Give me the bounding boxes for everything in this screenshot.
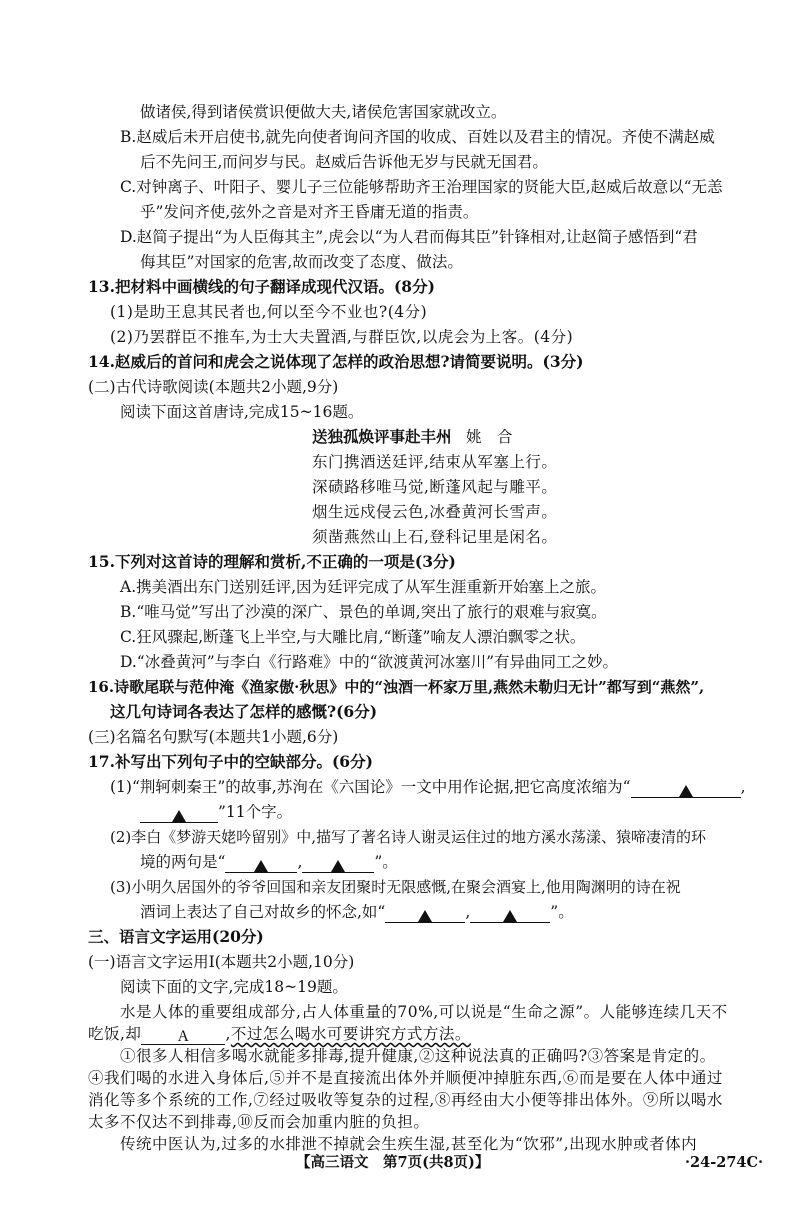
q13-stem: 13.把材料中画横线的句子翻译成现代汉语。(8分) bbox=[88, 277, 435, 296]
triangle-placeholder-icon bbox=[418, 910, 432, 922]
q17-item-1-text: (1)“荆轲刺秦王”的故事,苏洵在《六国论》一文中用作论据,把它高度浓缩为“ bbox=[110, 778, 631, 796]
section-3-heading: 三、语言文字运用(20分) bbox=[88, 927, 264, 946]
answer-blank[interactable] bbox=[470, 904, 550, 923]
q15-option-c: C.狂风骤起,断蓬飞上半空,与大雕比肩,“断蓬”喻友人漂泊飘零之状。 bbox=[120, 628, 586, 646]
poem-line-3: 烟生远戍侵云色,冰叠黄河长雪声。 bbox=[312, 503, 558, 521]
answer-blank[interactable] bbox=[140, 804, 218, 823]
section-3-1-heading: (一)语言文字运用Ⅰ(本题共2小题,10分) bbox=[88, 953, 355, 971]
q17-item-2-text: 境的两句是“ bbox=[140, 853, 226, 871]
q15-option-d: D.“冰叠黄河”与李白《行路难》中的“欲渡黄河冰塞川”有异曲同工之妙。 bbox=[120, 653, 619, 671]
q17-stem: 17.补写出下列句子中的空缺部分。(6分) bbox=[88, 752, 373, 771]
answer-blank[interactable] bbox=[225, 854, 297, 873]
triangle-placeholder-icon bbox=[331, 860, 345, 872]
passage-intro: 阅读下面的文字,完成18~19题。 bbox=[120, 978, 348, 996]
passage-p2-line4: 太多不仅达不到排毒,⑩反而会加重内脏的负担。 bbox=[88, 1113, 430, 1131]
q17-item-2-line1: (2)李白《梦游天姥吟留别》中,描写了著名诗人谢灵运住过的地方溪水荡漾、猿啼凄清的环 bbox=[110, 828, 707, 846]
q12-option-d-line2: 侮其臣”对国家的危害,故而改变了态度、做法。 bbox=[140, 253, 463, 271]
q17-item-1-line1 bbox=[110, 776, 746, 798]
q17-item-2-tail: ”。 bbox=[374, 853, 398, 871]
q14-stem: 14.赵威后的首问和虎会之说体现了怎样的政治思想?请简要说明。(3分) bbox=[88, 352, 584, 371]
section-poetry-heading: (二)古代诗歌阅读(本题共2小题,9分) bbox=[88, 378, 339, 396]
q17-comma: , bbox=[465, 903, 471, 921]
passage-p2-line2: ④我们喝的水进入身体后,⑤并不是直接流出体外并顺便冲掉脏东西,⑥而是要在人体中通过 bbox=[88, 1069, 723, 1087]
blank-a[interactable]: A bbox=[141, 1026, 225, 1045]
q17-item-2-line2 bbox=[140, 851, 398, 873]
passage-p1-comma: , bbox=[225, 1025, 231, 1043]
q15-stem: 15.下列对这首诗的理解和赏析,不正确的一项是(3分) bbox=[88, 552, 456, 571]
q17-comma: , bbox=[740, 778, 746, 796]
poem-line-4: 须凿燕然山上石,登科记里是闲名。 bbox=[312, 528, 558, 546]
answer-blank[interactable] bbox=[631, 779, 741, 798]
answer-blank[interactable] bbox=[385, 904, 465, 923]
q12-option-b-line1: B.赵威后未开启使书,就先向使者询问齐国的收成、百姓以及君主的情况。齐使不满赵威 bbox=[120, 128, 715, 146]
poem-intro: 阅读下面这首唐诗,完成15~16题。 bbox=[120, 403, 364, 421]
poem-title: 送独孤焕评事赴丰州 bbox=[312, 427, 452, 446]
passage-p1-pre: 吃饭,却 bbox=[88, 1025, 142, 1043]
section-mingju-heading: (三)名篇名句默写(本题共1小题,6分) bbox=[88, 728, 339, 746]
poem-author: 姚 合 bbox=[466, 428, 513, 446]
q12-option-c-line2: 乎”发问齐使,弦外之音是对齐王昏庸无道的指责。 bbox=[140, 203, 479, 221]
passage-p2-line1: ①很多人相信多喝水就能多排毒,提升健康,②这种说法真的正确吗?③答案是肯定的。 bbox=[120, 1047, 716, 1065]
footer-code: ·24-274C· bbox=[685, 1154, 764, 1171]
q12-option-c-line1: C.对钟离子、叶阳子、婴儿子三位能够帮助齐王治理国家的贤能大臣,赵威后故意以“无恙 bbox=[120, 178, 723, 196]
footer-page-info: 【高三语文 第7页(共8页)】 bbox=[296, 1154, 490, 1171]
passage-p2-line3: 消化等多个系统的工作,⑦经过吸收等复杂的过程,⑧再经由大小便等排出体外。⑨所以喝水 bbox=[88, 1091, 723, 1109]
passage-p1-line2 bbox=[88, 1023, 471, 1045]
q17-item-1-tail: ”11个字。 bbox=[218, 803, 293, 821]
triangle-placeholder-icon bbox=[254, 860, 268, 872]
q16-stem-line1: 16.诗歌尾联与范仲淹《渔家傲·秋思》中的“浊酒一杯家万里,燕然未勒归无计”都写到“燕然”, bbox=[88, 678, 705, 696]
poem-line-1: 东门携酒送廷评,结束从军塞上行。 bbox=[312, 453, 558, 471]
passage-p3: 传统中医认为,过多的水排泄不掉就会生疾生湿,甚至化为“饮邪”,出现水肿或者体内 bbox=[120, 1135, 698, 1153]
q15-option-a: A.携美酒出东门送别廷评,因为廷评完成了从军生涯重新开始塞上之旅。 bbox=[120, 578, 607, 596]
answer-blank[interactable] bbox=[302, 854, 374, 873]
poem-line-2: 深碛路移唯马觉,断蓬风起与雕平。 bbox=[312, 478, 558, 496]
q17-item-3-line2 bbox=[140, 901, 574, 923]
q17-item-1-line2 bbox=[140, 801, 292, 823]
q17-item-3-line1: (3)小明久居国外的爷爷回国和亲友团聚时无限感慨,在聚会酒宴上,他用陶渊明的诗在祝 bbox=[110, 878, 681, 896]
q17-item-3-tail: ”。 bbox=[550, 903, 574, 921]
passage-wavy-sentence: 不过怎么喝水可要讲究方式方法。 bbox=[230, 1025, 471, 1043]
triangle-placeholder-icon bbox=[679, 785, 693, 797]
q13-sentence-2: (2)乃罢群臣不推车,为士大夫置酒,与群臣饮,以虎会为上客。(4分) bbox=[110, 328, 574, 346]
q17-comma: , bbox=[297, 853, 303, 871]
q12-option-a-cont: 做诸侯,得到诸侯赏识便做大夫,诸侯危害国家就改立。 bbox=[140, 103, 507, 121]
q12-option-d-line1: D.赵简子提出“为人臣侮其主”,虎会以“为人君而侮其臣”针锋相对,让赵简子感悟到“君 bbox=[120, 228, 698, 246]
triangle-placeholder-icon bbox=[172, 810, 186, 822]
q12-option-b-line2: 后不先问王,而问岁与民。赵威后告诉他无岁与民就无国君。 bbox=[140, 153, 548, 171]
q15-option-b: B.“唯马觉”写出了沙漠的深广、景色的单调,突出了旅行的艰难与寂寞。 bbox=[120, 603, 607, 621]
triangle-placeholder-icon bbox=[503, 910, 517, 922]
q17-item-3-text: 酒词上表达了自己对故乡的怀念,如“ bbox=[140, 903, 386, 921]
passage-p1-line1: 水是人体的重要组成部分,占人体重量的70%,可以说是“生命之源”。人能够连续几天不 bbox=[120, 1003, 728, 1021]
q13-sentence-1: (1)是助王息其民者也,何以至今不业也?(4分) bbox=[110, 303, 428, 321]
q16-stem-line2: 这几句诗词各表达了怎样的感慨?(6分) bbox=[110, 702, 378, 721]
